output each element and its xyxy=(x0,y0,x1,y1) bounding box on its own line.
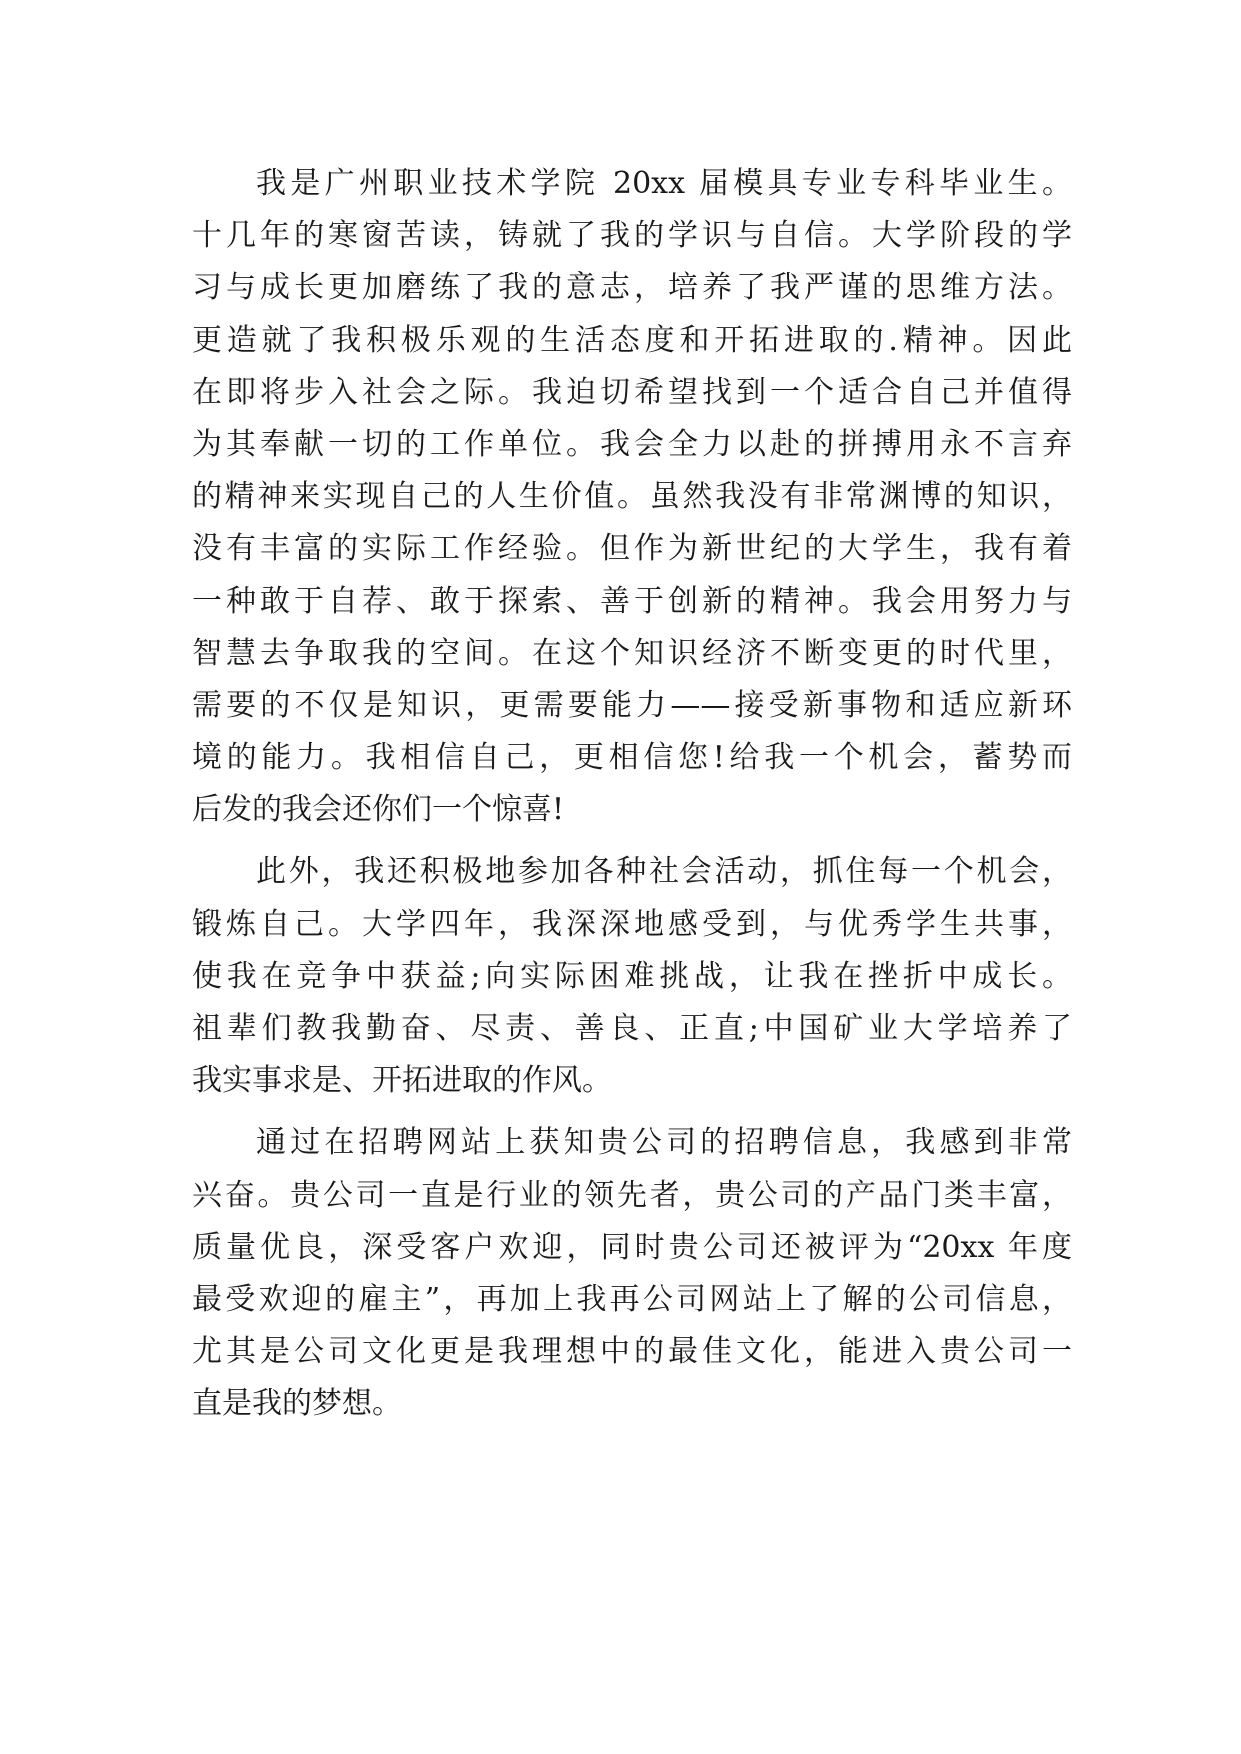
paragraph-2 xyxy=(192,846,1072,1107)
text-line: 最受欢迎的雇主”，再加上我再公司网站上了解的公司信息， xyxy=(192,1281,1072,1317)
text-line: 为其奉献一切的工作单位。我会全力以赴的拼搏用永不言弃 xyxy=(192,426,1072,462)
text-line: 通过在招聘网站上获知贵公司的招聘信息，我感到非常 xyxy=(256,1125,1072,1161)
body-text xyxy=(192,158,1072,1431)
text-line: 尤其是公司文化更是我理想中的最佳文化，能进入贵公司一 xyxy=(192,1334,1072,1370)
text-line: 智慧去争取我的空间。在这个知识经济不断变更的时代里， xyxy=(192,635,1072,671)
text-line: 我实事求是、开拓进取的作风。 xyxy=(192,1063,612,1099)
text-line: 境的能力。我相信自己，更相信您!给我一个机会，蓄势而 xyxy=(192,740,1072,776)
text-line: 没有丰富的实际工作经验。但作为新世纪的大学生，我有着 xyxy=(192,531,1072,567)
paragraph-gap xyxy=(192,836,1072,846)
text-line: 此外，我还积极地参加各种社会活动，抓住每一个机会， xyxy=(256,854,1072,890)
text-line: 十几年的寒窗苦读，铸就了我的学识与自信。大学阶段的学 xyxy=(192,218,1072,254)
text-line: 祖辈们教我勤奋、尽责、善良、正直;中国矿业大学培养了 xyxy=(192,1011,1072,1046)
text-line: 的精神来实现自己的人生价值。虽然我没有非常渊博的知识， xyxy=(192,479,1072,515)
text-line: 更造就了我积极乐观的生活态度和开拓进取的.精神。因此 xyxy=(192,322,1072,358)
paragraph-gap xyxy=(192,1107,1072,1117)
paragraph-3 xyxy=(192,1117,1072,1430)
text-line: 锻炼自己。大学四年，我深深地感受到，与优秀学生共事， xyxy=(192,906,1072,942)
text-line: 兴奋。贵公司一直是行业的领先者，贵公司的产品门类丰富， xyxy=(192,1177,1072,1213)
paragraph-1 xyxy=(192,158,1072,836)
text-line: 需要的不仅是知识，更需要能力——接受新事物和适应新环 xyxy=(192,687,1072,723)
text-line: 我是广州职业技术学院 20xx 届模具专业专科毕业生。 xyxy=(256,166,1072,201)
text-line: 质量优良，深受客户欢迎，同时贵公司还被评为“20xx 年度 xyxy=(192,1229,1072,1265)
text-line: 习与成长更加磨练了我的意志，培养了我严谨的思维方法。 xyxy=(192,270,1072,306)
text-line: 直是我的梦想。 xyxy=(192,1386,402,1422)
text-line: 后发的我会还你们一个惊喜! xyxy=(192,792,565,828)
text-line: 一种敢于自荐、敢于探索、善于创新的精神。我会用努力与 xyxy=(192,583,1072,619)
text-line: 使我在竞争中获益;向实际困难挑战，让我在挫折中成长。 xyxy=(192,958,1072,994)
text-line: 在即将步入社会之际。我迫切希望找到一个适合自己并值得 xyxy=(192,374,1072,410)
